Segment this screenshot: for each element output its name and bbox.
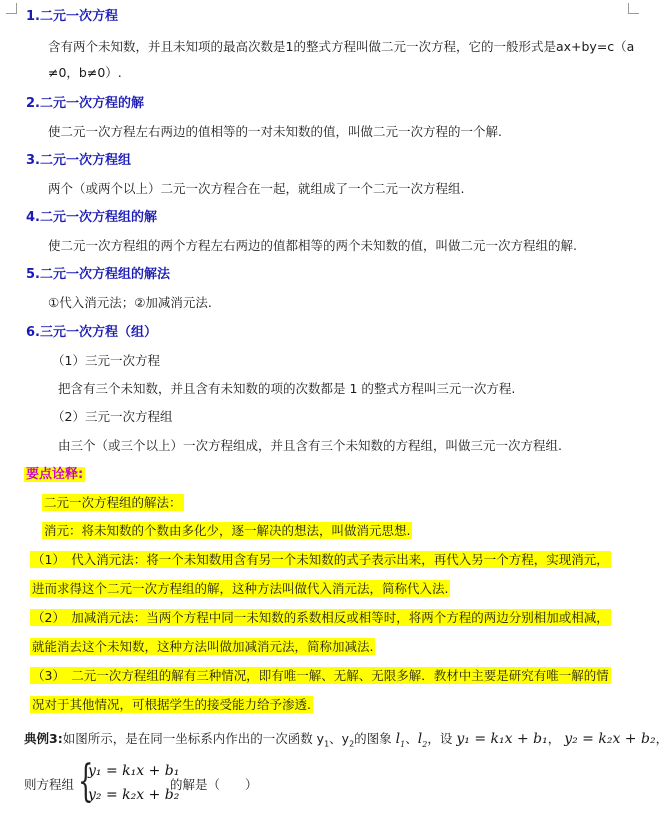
section-4-line-1: 使二元一次方程组的两个方程左右两边的值都相等的两个未知数的值，叫做二元一次方程组的解. <box>48 238 577 253</box>
key-points-line-1 <box>42 494 184 512</box>
left-brace: { <box>78 756 94 807</box>
section-5-title: 5.二元一次方程组的解法 <box>26 267 170 282</box>
inline-equation-2: y₂ = k₂x + b₂ <box>564 731 656 747</box>
example-3-sub-1: 1 <box>324 739 330 749</box>
example-3-label: 典例3: <box>24 731 63 746</box>
key-points-title-row <box>24 465 85 484</box>
section-1-line-2: ≠0，b≠0）. <box>48 65 122 80</box>
section-6-title: 6.三元一次方程（组） <box>26 325 157 340</box>
section-3-title: 3.二元一次方程组 <box>26 153 131 168</box>
key-points-line-7 <box>30 667 611 685</box>
key-points-text-8: 况对于其他情况，可根据学生的接受能力给予渗透. <box>32 697 311 712</box>
example-3-comma: 、 <box>405 731 418 746</box>
section-2-line-1: 使二元一次方程左右两边的值相等的一对未知数的值，叫做二元一次方程的一个解. <box>48 124 502 139</box>
line-l1-symbol: $l_1$ <box>395 731 406 749</box>
key-points-text-6: 就能消去这个未知数，这种方法叫做加减消元法，简称加减法. <box>32 639 374 654</box>
equation-system <box>78 756 180 811</box>
section-1-title: 1.二元一次方程 <box>26 9 118 24</box>
key-points-text-1: 二元一次方程组的解法： <box>44 495 182 510</box>
section-4-title: 4.二元一次方程组的解 <box>26 210 157 225</box>
section-3-line-1: 两个（或两个以上）二元一次方程合在一起，就组成了一个二元一次方程组. <box>48 181 465 196</box>
key-points-line-6 <box>30 638 375 656</box>
example-3-intro <box>24 730 668 754</box>
key-points-text-3: （1） 代入消元法：将一个未知数用含有另一个未知数的式子表示出来，再代入另一个方程，实现消元， <box>32 552 609 567</box>
key-points-line-5 <box>30 609 611 627</box>
example-3-sub-2: 2 <box>349 739 355 749</box>
inline-equation-1: y₁ = k₁x + b₁ <box>456 731 548 747</box>
section-2-title: 2.二元一次方程的解 <box>26 96 144 111</box>
example-3-sep-2: ， <box>547 731 561 746</box>
key-points-text-4: 进而求得这个二元一次方程组的解，这种方法叫做代入消元法，简称代入法. <box>32 581 449 596</box>
section-6-line-1: 把含有三个未知数，并且含有未知数的项的次数都是 1 的整式方程叫三元一次方程. <box>58 381 516 396</box>
system-equation-1: y₁ = k₁x + b₁ <box>88 763 180 779</box>
key-points-text-5: （2） 加减消元法：当两个方程中同一未知数的系数相反或相等时，将两个方程的两边分别相加或相减， <box>32 610 609 625</box>
key-points-line-2 <box>42 522 412 540</box>
page-corner-marker-right <box>628 3 639 14</box>
section-5-line-1: ①代入消元法；②加减消元法. <box>48 295 212 310</box>
example-3-sep: 、y <box>329 731 350 746</box>
section-1-line-1: 含有两个未知数，并且未知项的最高次数是1的整式方程叫做二元一次方程，它的一般形式是ax+by=c（a <box>48 39 635 54</box>
system-equation-2: y₂ = k₂x + b₂ <box>88 787 180 803</box>
key-points-text-2: 消元：将未知数的个数由多化少，逐一解决的想法，叫做消元思想. <box>44 523 411 538</box>
key-points-text-7: （3） 二元一次方程组的解有三种情况，即有唯一解、无解、无限多解．教材中主要是研究有唯一解的情 <box>32 668 609 683</box>
page-corner-marker-left <box>6 3 17 14</box>
example-3-text-c: ，设 <box>427 731 453 746</box>
section-6-subheading-1: （1）三元一次方程 <box>52 353 160 368</box>
example-3-system-pre: 则方程组 <box>24 777 75 792</box>
example-3-system-post: 的解是（ ） <box>170 777 258 792</box>
section-6-subheading-2: （2）三元一次方程组 <box>52 409 173 424</box>
example-3-end: ， <box>655 731 668 746</box>
section-6-line-2: 由三个（或三个以上）一次方程组成，并且含有三个未知数的方程组，叫做三元一次方程组. <box>58 438 562 453</box>
key-points-title: 要点诠释: <box>26 467 84 482</box>
key-points-line-3 <box>30 551 611 569</box>
example-3-text-a: 如图所示，是在同一坐标系内作出的一次函数 y <box>62 731 325 746</box>
key-points-line-4 <box>30 580 450 598</box>
line-l2-symbol: $l_2$ <box>417 731 428 749</box>
example-3-text-b: 的图象 <box>354 731 392 746</box>
key-points-line-8 <box>30 696 313 714</box>
